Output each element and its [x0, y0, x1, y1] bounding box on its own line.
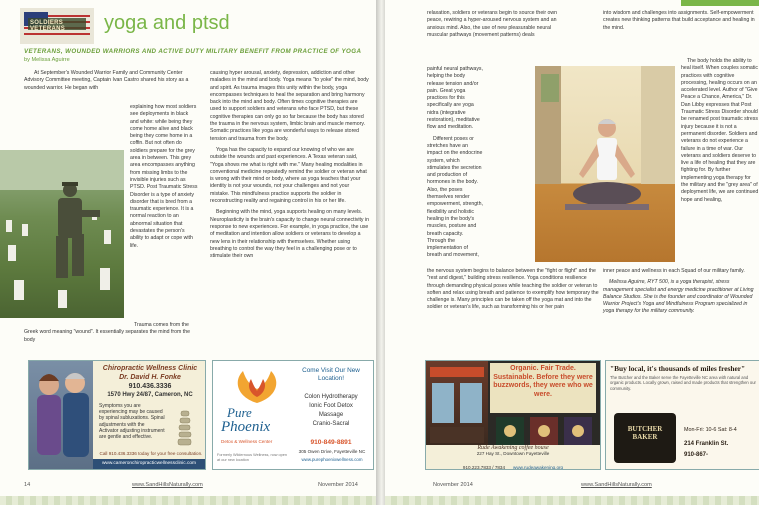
ad-chiro-url[interactable]: www.cameronchiropracticwellnessclinic.com — [93, 459, 205, 469]
ad-butcher-baker[interactable] — [605, 360, 759, 470]
ad-butcher-logo-1: BUTCHER — [627, 425, 663, 433]
soldier-photo — [0, 150, 124, 318]
paragraph: explaining how most soldiers see deployments in black and white: while being they come home alive and black being they come home in a coffin. But not often do soldiers prepare for the grey area in between. This grey area encompasses anything from missing limbs to the invisible injuries such as PTSD. Post Traumatic Stress Disorder is a type of anxiety disorder that is bred from a traumatic experience. It is a normal reaction to an abnormal situation that devastates the person's ability to adapt or cope with life. — [130, 104, 198, 249]
ad-phoenix-url[interactable]: www.purephoenixwellness.com — [301, 457, 363, 462]
right-page — [385, 0, 759, 505]
logo — [20, 8, 94, 44]
ad-butcher-headline: "Buy local, it's thousands of miles fresher" — [610, 364, 746, 373]
spine-icon — [169, 409, 199, 449]
ad-phoenix-services — [293, 393, 369, 429]
footer-url[interactable]: www.SandHillsNaturally.com — [581, 482, 652, 488]
ad-phoenix-brand-sub: Detox & Wellness Center — [221, 439, 273, 444]
byline: by Melissa Aguirre — [24, 57, 70, 63]
ad-butcher-phone: 910-867- — [684, 452, 709, 458]
column-1-wrap — [130, 104, 198, 254]
ad-photo — [29, 361, 93, 469]
paragraph: At September's Wounded Warrior Family and Community Center Advisory Committee meeting, Captain Ivan Castro shared his story as a wounded warrior. He began with — [24, 70, 189, 91]
service-item: Ionic Foot Detox — [309, 403, 353, 409]
ad-coffee-address: 227 Hay St., Downtown Fayetteville — [476, 451, 550, 456]
paragraph: causing hyper arousal, anxiety, depression, addiction and other maladies in the mind and body. Yoga means "to yoke" the mind, body and spirit. As trauma images this unity within the body, yoga encompasses techniques to heal the separation and bring harmony back into the mind and body. Often times cognitive therapies are used to support soldiers and veterans who face PTSD, but these cognitive therapies can only go so far because the body has stored the trauma in the nervous system, limbic brain and muscle memory. Somatic practices like yoga are wonderful ways to release stored tension and trauma from the body. — [210, 70, 369, 142]
ad-butcher-body: The Butcher and the Baker serve the Fayetteville NC area with natural and organic products. Locally grown, raised and made products that strengthen our community. — [610, 375, 756, 391]
soldier-at-graves-illustration — [0, 150, 124, 318]
ad-coffee-info — [426, 445, 600, 469]
column-2-bottom — [603, 268, 759, 320]
ad-coffee-phone: 910.223.7833 / 7834 — [462, 465, 506, 470]
paragraph: inner peace and wellness in each Squad of our military family. — [603, 268, 745, 274]
page-number: 14 — [24, 482, 31, 488]
logo-text: SOLDIERS VETERANS — [30, 20, 66, 32]
ad-chiro-address: 1570 Hwy 24/87, Cameron, NC — [107, 392, 193, 398]
storefront-illustration — [426, 361, 488, 445]
ad-butcher-logo-2: BAKER — [632, 433, 658, 441]
paragraph: Different poses or stretches have an impact on the endocrine system, which stimulates the secretion and production of hormones in the body. Also, the poses themselves render empowerment, strength, flexibility and holistic healing in the body's muscles, posture and breath capacity. Through the implementation of breath and movement, — [427, 135, 483, 259]
ad-phoenix-address: 305 Owen Drive, Fayetteville NC — [298, 449, 366, 454]
ad-coffee-headline: Organic. Fair Trade. Sustainable. Before they were buzzwords, they were who we were. — [493, 365, 593, 398]
header-tab — [681, 0, 759, 6]
ad-coffee-headline-box — [490, 363, 596, 413]
yoga-photo — [535, 66, 675, 262]
ad-chiropractic[interactable] — [28, 360, 206, 470]
ad-chiro-cta: Call 910.436.3336 today for your free consultation. — [99, 451, 203, 456]
phoenix-logo-icon — [227, 367, 287, 407]
service-item: Massage — [318, 412, 344, 418]
paragraph: painful neural pathways, helping the body release tension and/or pain. Great yoga practices for this specifically are yoga nidra (integrative restoration), meditative flow and meditation. — [427, 66, 483, 131]
ad-coffee-url[interactable]: www.rudeawakening.org — [513, 465, 564, 470]
footer-date: November 2014 — [433, 482, 473, 488]
footer-border — [0, 496, 378, 505]
ad-chiro-body: Symptoms you are experiencing may be caused by spinal subluxations. Spinal adjustments with the Activator adjusting instrument are gentle and effective. — [99, 403, 165, 441]
paragraph: into wisdom and challenges into assignments. Self-empowerment creates new thinking patterns that build acceptance and healing in the mind. — [603, 10, 755, 31]
footer-date: November 2014 — [318, 482, 358, 488]
ad-chiro-phone: 910.436.3336 — [128, 383, 172, 390]
ad-coffee-bags — [492, 415, 596, 445]
paragraph: The body holds the ability to heal itself. When couples somatic practices with cognitive processing, healing occurs on an accelerated level. Author of "Give Peace a Chance, America," Dr. Dan Libby expresses that Post Traumatic Stress Disorder should be renamed post traumatic stress injury because it is not a permanent disorder. Soldiers and veterans do not experience a failure in a time of war. Our veterans and soldiers deserve to live a life of healing that they are fighting for. By further implementing yoga therapy for the military and the "grey area" of deployment life, we are continued hope and healing, — [681, 58, 759, 203]
ad-butcher-hours: Mon-Fri: 10-6 Sat: 8-4 — [684, 427, 737, 433]
ad-phoenix-brand2: Phoenix — [221, 419, 271, 435]
footer-border — [385, 496, 759, 505]
left-page — [0, 0, 378, 505]
footer-url[interactable]: www.SandHillsNaturally.com — [132, 482, 203, 488]
couple-photo-illustration — [29, 361, 93, 469]
ad-pure-phoenix[interactable] — [212, 360, 374, 470]
column-1-wrap — [427, 66, 483, 264]
ad-phoenix-brand1: Pure — [227, 405, 252, 420]
ad-phoenix-phone: 910-849-8891 — [310, 439, 352, 446]
ad-phoenix-note: Formerly Wildernous Wellness, now open at our new location — [217, 453, 287, 462]
column-1-top — [427, 10, 565, 43]
coffee-bags-icon — [492, 415, 596, 445]
ad-butcher-logo — [614, 413, 676, 463]
column-2-wrap — [681, 58, 759, 208]
service-item: Colon Hydrotherapy — [304, 394, 358, 400]
author-bio: Melissa Aguirre, RYT 500, is a yoga therapist, stress management specialist and energy medicine practitioner at Living Balance Studios. She is the founder and coordinator of Wounded Warrior Project's Yoga and Mindfulness Program specialized in yoga therapy for the military community. — [603, 279, 754, 315]
paragraph: Yoga has the capacity to expand our knowing of who we are outside the wounds and past experiences. A Texas veteran said, "Yoga shows me what is right with me." Many healing modalities in conventional medicine repeatedly remind the soldier or veteran what is wrong with their mind or body, where as yoga teaches that your identity is not your wounds, not your challenges and not your mistake. This mindfulness practice supports the soldier in reconstructing reality and regaining control in his or her life. — [210, 146, 367, 205]
ad-chiro-title: Chiropractic Wellness Clinic — [102, 365, 198, 372]
ad-butcher-address: 214 Franklin St. — [684, 441, 729, 447]
ad-chiro-doctor: Dr. David H. Fonke — [119, 374, 181, 381]
column-2 — [210, 70, 370, 264]
ad-rude-awakening[interactable] — [425, 360, 601, 470]
column-1-end — [24, 322, 198, 348]
service-item: Cranio-Sacral — [312, 421, 350, 427]
paragraph: Beginning with the mind, yoga supports healing on many levels. Neuroplasticity is the brain's capacity to change neural connectivity in response to new experiences. For example, in yoga practice, the use of meditation and intention allow soldiers or veterans to develop a new lens in their relationship with themselves. Whether using breathing to control the way they feel in a challenging pose or to stimulate their own — [210, 209, 370, 260]
paragraph: relaxation, soldiers or veterans begin to source their own peace, rewiring a hyper-aroused nervous system and an anxious mind. Also, the use of new pleasurable neural muscular pathways (movement patterns) deals — [427, 10, 558, 38]
paragraph: Trauma comes from the Greek word meaning "wound". It essentially separates the mind from the body — [24, 322, 191, 343]
paragraph: the nervous system begins to balance between the "fight or flight" and the "rest and digest," building stress resilience. Yoga conditions resilience through demanding physical poses while teaching the soldier or veteran to soften and relax using breath and patience to exemplify how temporary the challenge is. Many principles can be taken off the yoga mat and into the soldier or veteran's life, such as transforming his or her pain — [427, 268, 599, 311]
ad-coffee-name: Rude Awakening coffee house — [477, 445, 549, 451]
article-title: yoga and ptsd — [104, 12, 230, 34]
meditation-pose-illustration — [535, 66, 675, 262]
column-1-intro — [24, 70, 198, 96]
column-1-bottom — [427, 268, 599, 316]
column-2-top — [603, 10, 759, 36]
ad-phoenix-headline: Come Visit Our New Location! — [302, 367, 360, 382]
article-subtitle: VETERANS, WOUNDED WARRIORS AND ACTIVE DUTY MILITARY BENEFIT FROM PRACTICE OF YOGA — [24, 48, 362, 55]
ad-coffee-photo — [426, 361, 488, 445]
